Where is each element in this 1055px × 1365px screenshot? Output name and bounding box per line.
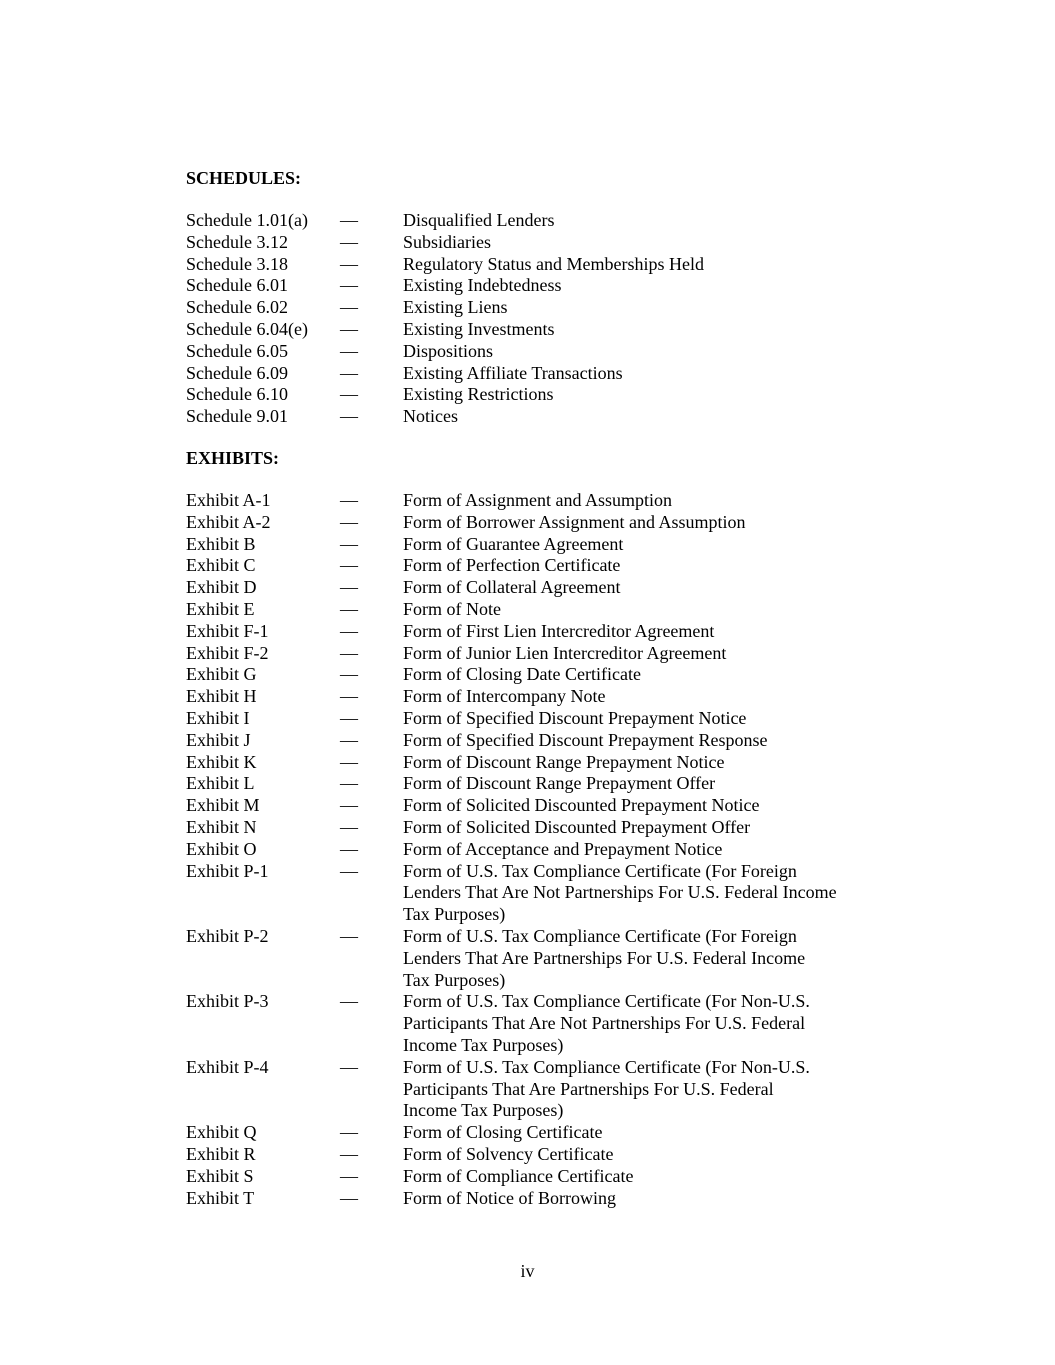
exhibit-row-label: Exhibit M — [186, 795, 260, 816]
schedule-row — [186, 341, 886, 363]
em-dash-separator: — — [340, 275, 358, 296]
schedules-list — [186, 210, 886, 428]
exhibit-row — [186, 1122, 886, 1144]
schedule-row — [186, 254, 886, 276]
schedule-row-description: Existing Investments — [403, 318, 555, 339]
exhibit-row-description: Form of Guarantee Agreement — [403, 533, 624, 554]
em-dash-separator: — — [340, 1122, 358, 1143]
schedule-row-label: Schedule 6.10 — [186, 384, 288, 405]
exhibit-row-label: Exhibit H — [186, 686, 257, 707]
schedule-row-description: Disqualified Lenders — [403, 210, 555, 230]
em-dash-separator: — — [340, 362, 358, 383]
exhibit-row — [186, 991, 886, 1056]
exhibit-row-description: Form of Solicited Discounted Prepayment Notice — [403, 795, 760, 816]
exhibit-row — [186, 730, 886, 752]
exhibit-row — [186, 1057, 886, 1122]
exhibit-row-description: Form of U.S. Tax Compliance Certificate (For Foreign Lenders That Are Not Partnerships For U.S. Federal Income Tax Purposes) — [403, 860, 837, 925]
exhibit-row-label: Exhibit A-1 — [186, 490, 271, 510]
em-dash-separator: — — [340, 838, 358, 859]
exhibit-row-description: Form of Notice of Borrowing — [403, 1187, 616, 1208]
exhibit-row — [186, 490, 886, 512]
em-dash-separator: — — [340, 664, 358, 685]
exhibit-row — [186, 839, 886, 861]
exhibit-row-label: Exhibit S — [186, 1165, 254, 1186]
em-dash-separator: — — [340, 751, 358, 772]
exhibit-row-description: Form of Note — [403, 598, 501, 619]
exhibit-row — [186, 1188, 886, 1210]
em-dash-separator: — — [340, 384, 358, 405]
em-dash-separator: — — [340, 555, 358, 576]
schedule-row-description: Notices — [403, 406, 458, 427]
exhibit-row — [186, 1144, 886, 1166]
schedule-row-label: Schedule 6.05 — [186, 340, 288, 361]
exhibit-row-label: Exhibit P-1 — [186, 860, 269, 881]
schedule-row-label: Schedule 6.01 — [186, 275, 288, 296]
exhibit-row-description: Form of Closing Date Certificate — [403, 664, 641, 685]
schedule-row-description: Existing Liens — [403, 297, 508, 318]
schedule-row-label: Schedule 6.09 — [186, 362, 288, 383]
schedule-row — [186, 384, 886, 406]
em-dash-separator: — — [340, 533, 358, 554]
exhibit-row-label: Exhibit F-2 — [186, 642, 269, 663]
em-dash-separator: — — [340, 511, 358, 532]
schedule-row — [186, 363, 886, 385]
em-dash-separator: — — [340, 406, 358, 427]
exhibit-row-label: Exhibit P-3 — [186, 991, 269, 1012]
exhibit-row-description: Form of Collateral Agreement — [403, 577, 621, 598]
exhibit-row-label: Exhibit R — [186, 1143, 256, 1164]
schedule-row-label: Schedule 9.01 — [186, 406, 288, 427]
schedule-row — [186, 232, 886, 254]
exhibit-row-description: Form of First Lien Intercreditor Agreement — [403, 620, 715, 641]
exhibit-row-description: Form of Junior Lien Intercreditor Agreement — [403, 642, 727, 663]
schedules-heading: SCHEDULES: — [186, 168, 302, 188]
exhibit-row-description: Form of Discount Range Prepayment Notice — [403, 751, 725, 772]
schedule-row-label: Schedule 3.12 — [186, 231, 288, 252]
em-dash-separator: — — [340, 490, 358, 510]
schedule-row-description: Dispositions — [403, 340, 494, 361]
schedule-row-label: Schedule 3.18 — [186, 253, 288, 274]
exhibit-row — [186, 926, 886, 991]
exhibit-row — [186, 643, 886, 665]
exhibit-row-label: Exhibit N — [186, 816, 257, 837]
schedule-row — [186, 319, 886, 341]
exhibit-row-label: Exhibit C — [186, 555, 256, 576]
exhibit-row-description: Form of Intercompany Note — [403, 686, 606, 707]
em-dash-separator: — — [340, 925, 358, 946]
exhibit-row-label: Exhibit P-2 — [186, 925, 269, 946]
exhibit-row-description: Form of U.S. Tax Compliance Certificate (For Non-U.S. Participants That Are Not Partnerships For U.S. Federal Income Tax Purposes) — [403, 991, 810, 1055]
exhibit-row — [186, 599, 886, 621]
em-dash-separator: — — [340, 1165, 358, 1186]
exhibit-row-description: Form of Solvency Certificate — [403, 1143, 614, 1164]
exhibit-row-label: Exhibit O — [186, 838, 257, 859]
exhibit-row — [186, 817, 886, 839]
schedule-row — [186, 297, 886, 319]
exhibit-row-description: Form of Perfection Certificate — [403, 555, 621, 576]
exhibit-row-description: Form of Specified Discount Prepayment Notice — [403, 707, 747, 728]
exhibit-row — [186, 621, 886, 643]
em-dash-separator: — — [340, 686, 358, 707]
em-dash-separator: — — [340, 1056, 358, 1077]
exhibit-row — [186, 795, 886, 817]
exhibit-row — [186, 773, 886, 795]
em-dash-separator: — — [340, 795, 358, 816]
exhibit-row — [186, 534, 886, 556]
exhibit-row — [186, 577, 886, 599]
exhibit-row-label: Exhibit E — [186, 598, 255, 619]
em-dash-separator: — — [340, 816, 358, 837]
exhibit-row-label: Exhibit G — [186, 664, 257, 685]
em-dash-separator: — — [340, 598, 358, 619]
em-dash-separator: — — [340, 210, 358, 230]
exhibit-row-label: Exhibit K — [186, 751, 257, 772]
exhibit-row-description: Form of Acceptance and Prepayment Notice — [403, 838, 723, 859]
exhibit-row-description: Form of Discount Range Prepayment Offer — [403, 773, 716, 794]
schedule-row-description: Existing Restrictions — [403, 384, 554, 405]
schedule-row-description: Subsidiaries — [403, 231, 491, 252]
exhibit-row-description: Form of Compliance Certificate — [403, 1165, 634, 1186]
exhibit-row-label: Exhibit D — [186, 577, 257, 598]
exhibit-row-description: Form of U.S. Tax Compliance Certificate (For Non-U.S. Participants That Are Partnerships For U.S. Federal Income Tax Purposes) — [403, 1056, 810, 1121]
schedule-row-description: Existing Affiliate Transactions — [403, 362, 623, 383]
em-dash-separator: — — [340, 253, 358, 274]
em-dash-separator: — — [340, 773, 358, 794]
exhibit-row-label: Exhibit T — [186, 1187, 255, 1208]
exhibit-row — [186, 708, 886, 730]
em-dash-separator: — — [340, 707, 358, 728]
em-dash-separator: — — [340, 642, 358, 663]
exhibit-row-label: Exhibit I — [186, 707, 250, 728]
page-number: iv — [520, 1261, 535, 1281]
schedule-row — [186, 275, 886, 297]
exhibit-row — [186, 1166, 886, 1188]
exhibit-row — [186, 861, 886, 926]
schedule-row-label: Schedule 1.01(a) — [186, 210, 308, 230]
exhibit-row-label: Exhibit L — [186, 773, 255, 794]
em-dash-separator: — — [340, 1187, 358, 1208]
em-dash-separator: — — [340, 231, 358, 252]
em-dash-separator: — — [340, 729, 358, 750]
em-dash-separator: — — [340, 577, 358, 598]
schedule-row-description: Existing Indebtedness — [403, 275, 562, 296]
exhibit-row-label: Exhibit A-2 — [186, 511, 271, 532]
exhibit-row — [186, 752, 886, 774]
exhibit-row-description: Form of Solicited Discounted Prepayment Offer — [403, 816, 751, 837]
em-dash-separator: — — [340, 860, 358, 881]
em-dash-separator: — — [340, 991, 358, 1012]
em-dash-separator: — — [340, 1143, 358, 1164]
exhibits-heading: EXHIBITS: — [186, 448, 280, 468]
exhibit-row-label: Exhibit B — [186, 533, 256, 554]
em-dash-separator: — — [340, 318, 358, 339]
exhibit-row-description: Form of Borrower Assignment and Assumption — [403, 511, 746, 532]
exhibit-row-label: Exhibit J — [186, 729, 251, 750]
schedule-row-label: Schedule 6.04(e) — [186, 318, 308, 339]
exhibits-list — [186, 490, 886, 1209]
exhibit-row — [186, 664, 886, 686]
schedule-row-label: Schedule 6.02 — [186, 297, 288, 318]
schedule-row — [186, 406, 886, 428]
em-dash-separator: — — [340, 297, 358, 318]
exhibit-row — [186, 686, 886, 708]
exhibit-row — [186, 512, 886, 534]
em-dash-separator: — — [340, 620, 358, 641]
exhibit-row-description: Form of Specified Discount Prepayment Response — [403, 729, 768, 750]
exhibit-row-description: Form of Closing Certificate — [403, 1122, 603, 1143]
exhibit-row-label: Exhibit F-1 — [186, 620, 269, 641]
em-dash-separator: — — [340, 340, 358, 361]
exhibit-row — [186, 555, 886, 577]
exhibit-row-description: Form of U.S. Tax Compliance Certificate (For Foreign Lenders That Are Partnerships For U.S. Federal Income Tax Purposes) — [403, 925, 806, 990]
exhibit-row-description: Form of Assignment and Assumption — [403, 490, 673, 510]
schedule-row-description: Regulatory Status and Memberships Held — [403, 253, 704, 274]
exhibit-row-label: Exhibit P-4 — [186, 1056, 269, 1077]
schedule-row — [186, 210, 886, 232]
exhibit-row-label: Exhibit Q — [186, 1122, 257, 1143]
